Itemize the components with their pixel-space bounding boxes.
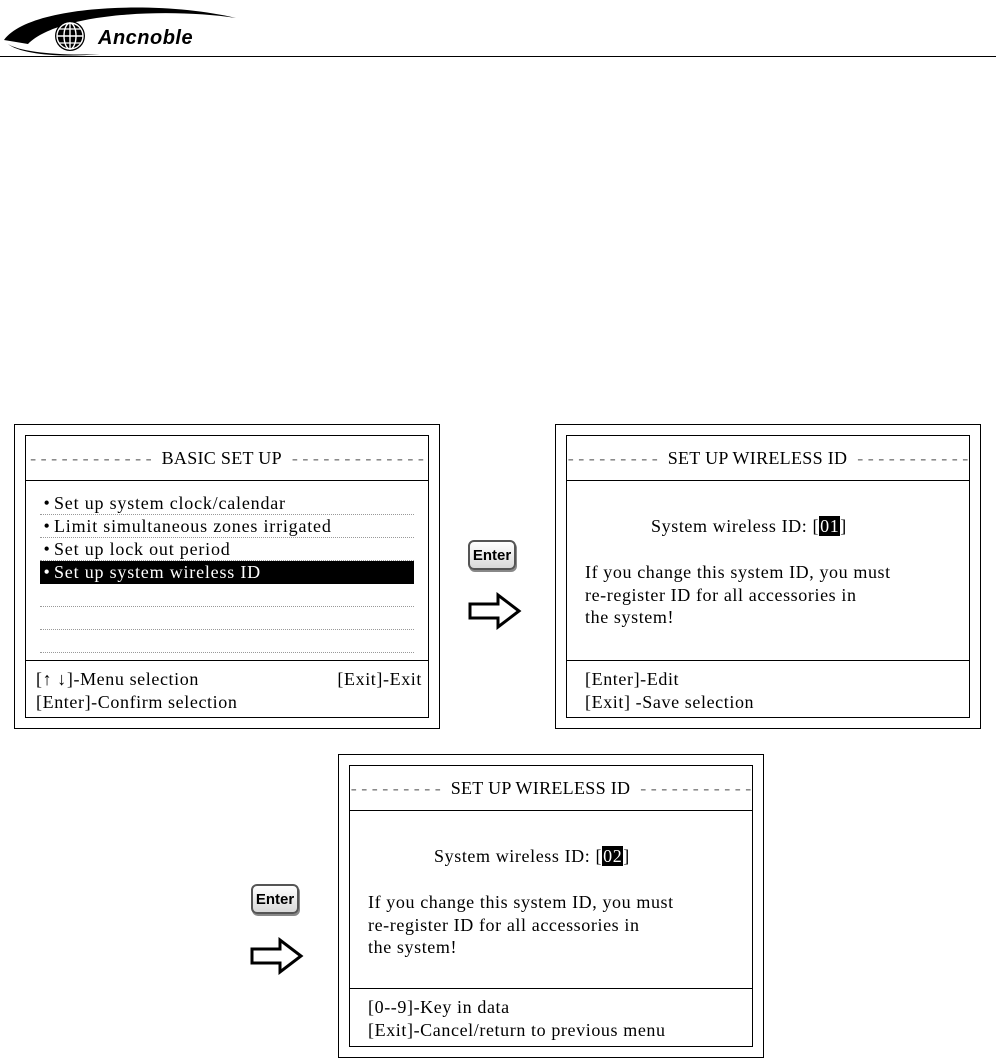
system-id-value[interactable]: 01: [820, 516, 840, 536]
footer-menu-selection: [↑ ↓]-Menu selection: [36, 669, 199, 689]
warning-text: [585, 561, 891, 629]
system-id-label: System wireless ID: [: [651, 516, 820, 536]
menu-item-clock[interactable]: • Set up system clock/calendar: [40, 492, 414, 515]
menu-empty-row: [40, 630, 414, 653]
warning-line: If you change this system ID, you must: [368, 892, 674, 912]
system-id-bracket: ]: [623, 846, 630, 866]
warning-text: [368, 891, 674, 959]
warning-line: re-register ID for all accessories in: [368, 914, 640, 935]
menu-empty-row: [40, 607, 414, 630]
warning-line: If you change this system ID, you must: [585, 562, 891, 582]
footer-edit: [Enter]-Edit: [585, 669, 680, 689]
menu-item-label: Limit simultaneous zones irrigated: [54, 516, 332, 536]
basic-setup-screen: [14, 424, 440, 729]
globe-icon: [55, 21, 85, 51]
brand-name: Ancnoble: [98, 27, 194, 49]
wireless-id-view-screen: [555, 424, 981, 729]
menu-item-label: Set up system wireless ID: [54, 562, 261, 582]
system-id-value[interactable]: 02: [603, 846, 623, 866]
warning-line: re-register ID for all accessories in: [585, 584, 857, 605]
system-id-line: [434, 846, 630, 867]
footer-confirm: [Enter]-Confirm selection: [36, 692, 238, 712]
header-divider: [0, 56, 996, 57]
warning-line: the system!: [368, 937, 458, 957]
enter-key-icon: Enter: [251, 884, 299, 914]
menu-item-label: Set up system clock/calendar: [54, 493, 286, 513]
warning-line: the system!: [585, 607, 675, 627]
wireless-id-title-bar: - - - - - - - - - SET UP WIRELESS ID - - - - - - - - - - -: [567, 436, 969, 481]
footer-divider: [567, 660, 969, 661]
right-arrow-icon: [250, 937, 304, 975]
menu-item-wireless-id[interactable]: • Set up system wireless ID: [40, 561, 414, 584]
menu-item-limit-zones[interactable]: • Limit simultaneous zones irrigated: [40, 515, 414, 538]
wireless-id-edit-screen: [338, 754, 764, 1058]
system-id-label: System wireless ID: [: [434, 846, 603, 866]
basic-setup-title: BASIC SET UP: [161, 447, 282, 468]
menu-item-lockout[interactable]: • Set up lock out period: [40, 538, 414, 561]
wireless-id-title: SET UP WIRELESS ID: [450, 777, 631, 798]
menu-item-label: Set up lock out period: [54, 539, 231, 559]
menu-empty-row: [40, 584, 414, 607]
footer-save: [Exit] -Save selection: [585, 692, 755, 712]
system-id-line: [651, 516, 847, 537]
footer-key-in: [0--9]-Key in data: [368, 997, 510, 1017]
system-id-bracket: ]: [840, 516, 847, 536]
basic-setup-title-bar: - - - - - - - - - - - - BASIC SET UP - - - - - - - - - - - - -: [26, 436, 428, 481]
footer-divider: [26, 660, 428, 661]
footer-cancel: [Exit]-Cancel/return to previous menu: [368, 1020, 666, 1040]
footer-exit: [Exit]-Exit: [337, 669, 422, 689]
wireless-id-title: SET UP WIRELESS ID: [667, 447, 848, 468]
right-arrow-icon: [468, 592, 522, 630]
wireless-id-title-bar: - - - - - - - - - SET UP WIRELESS ID - - - - - - - - - - -: [350, 766, 752, 811]
footer-divider: [350, 988, 752, 989]
enter-key-icon: Enter: [468, 540, 516, 570]
